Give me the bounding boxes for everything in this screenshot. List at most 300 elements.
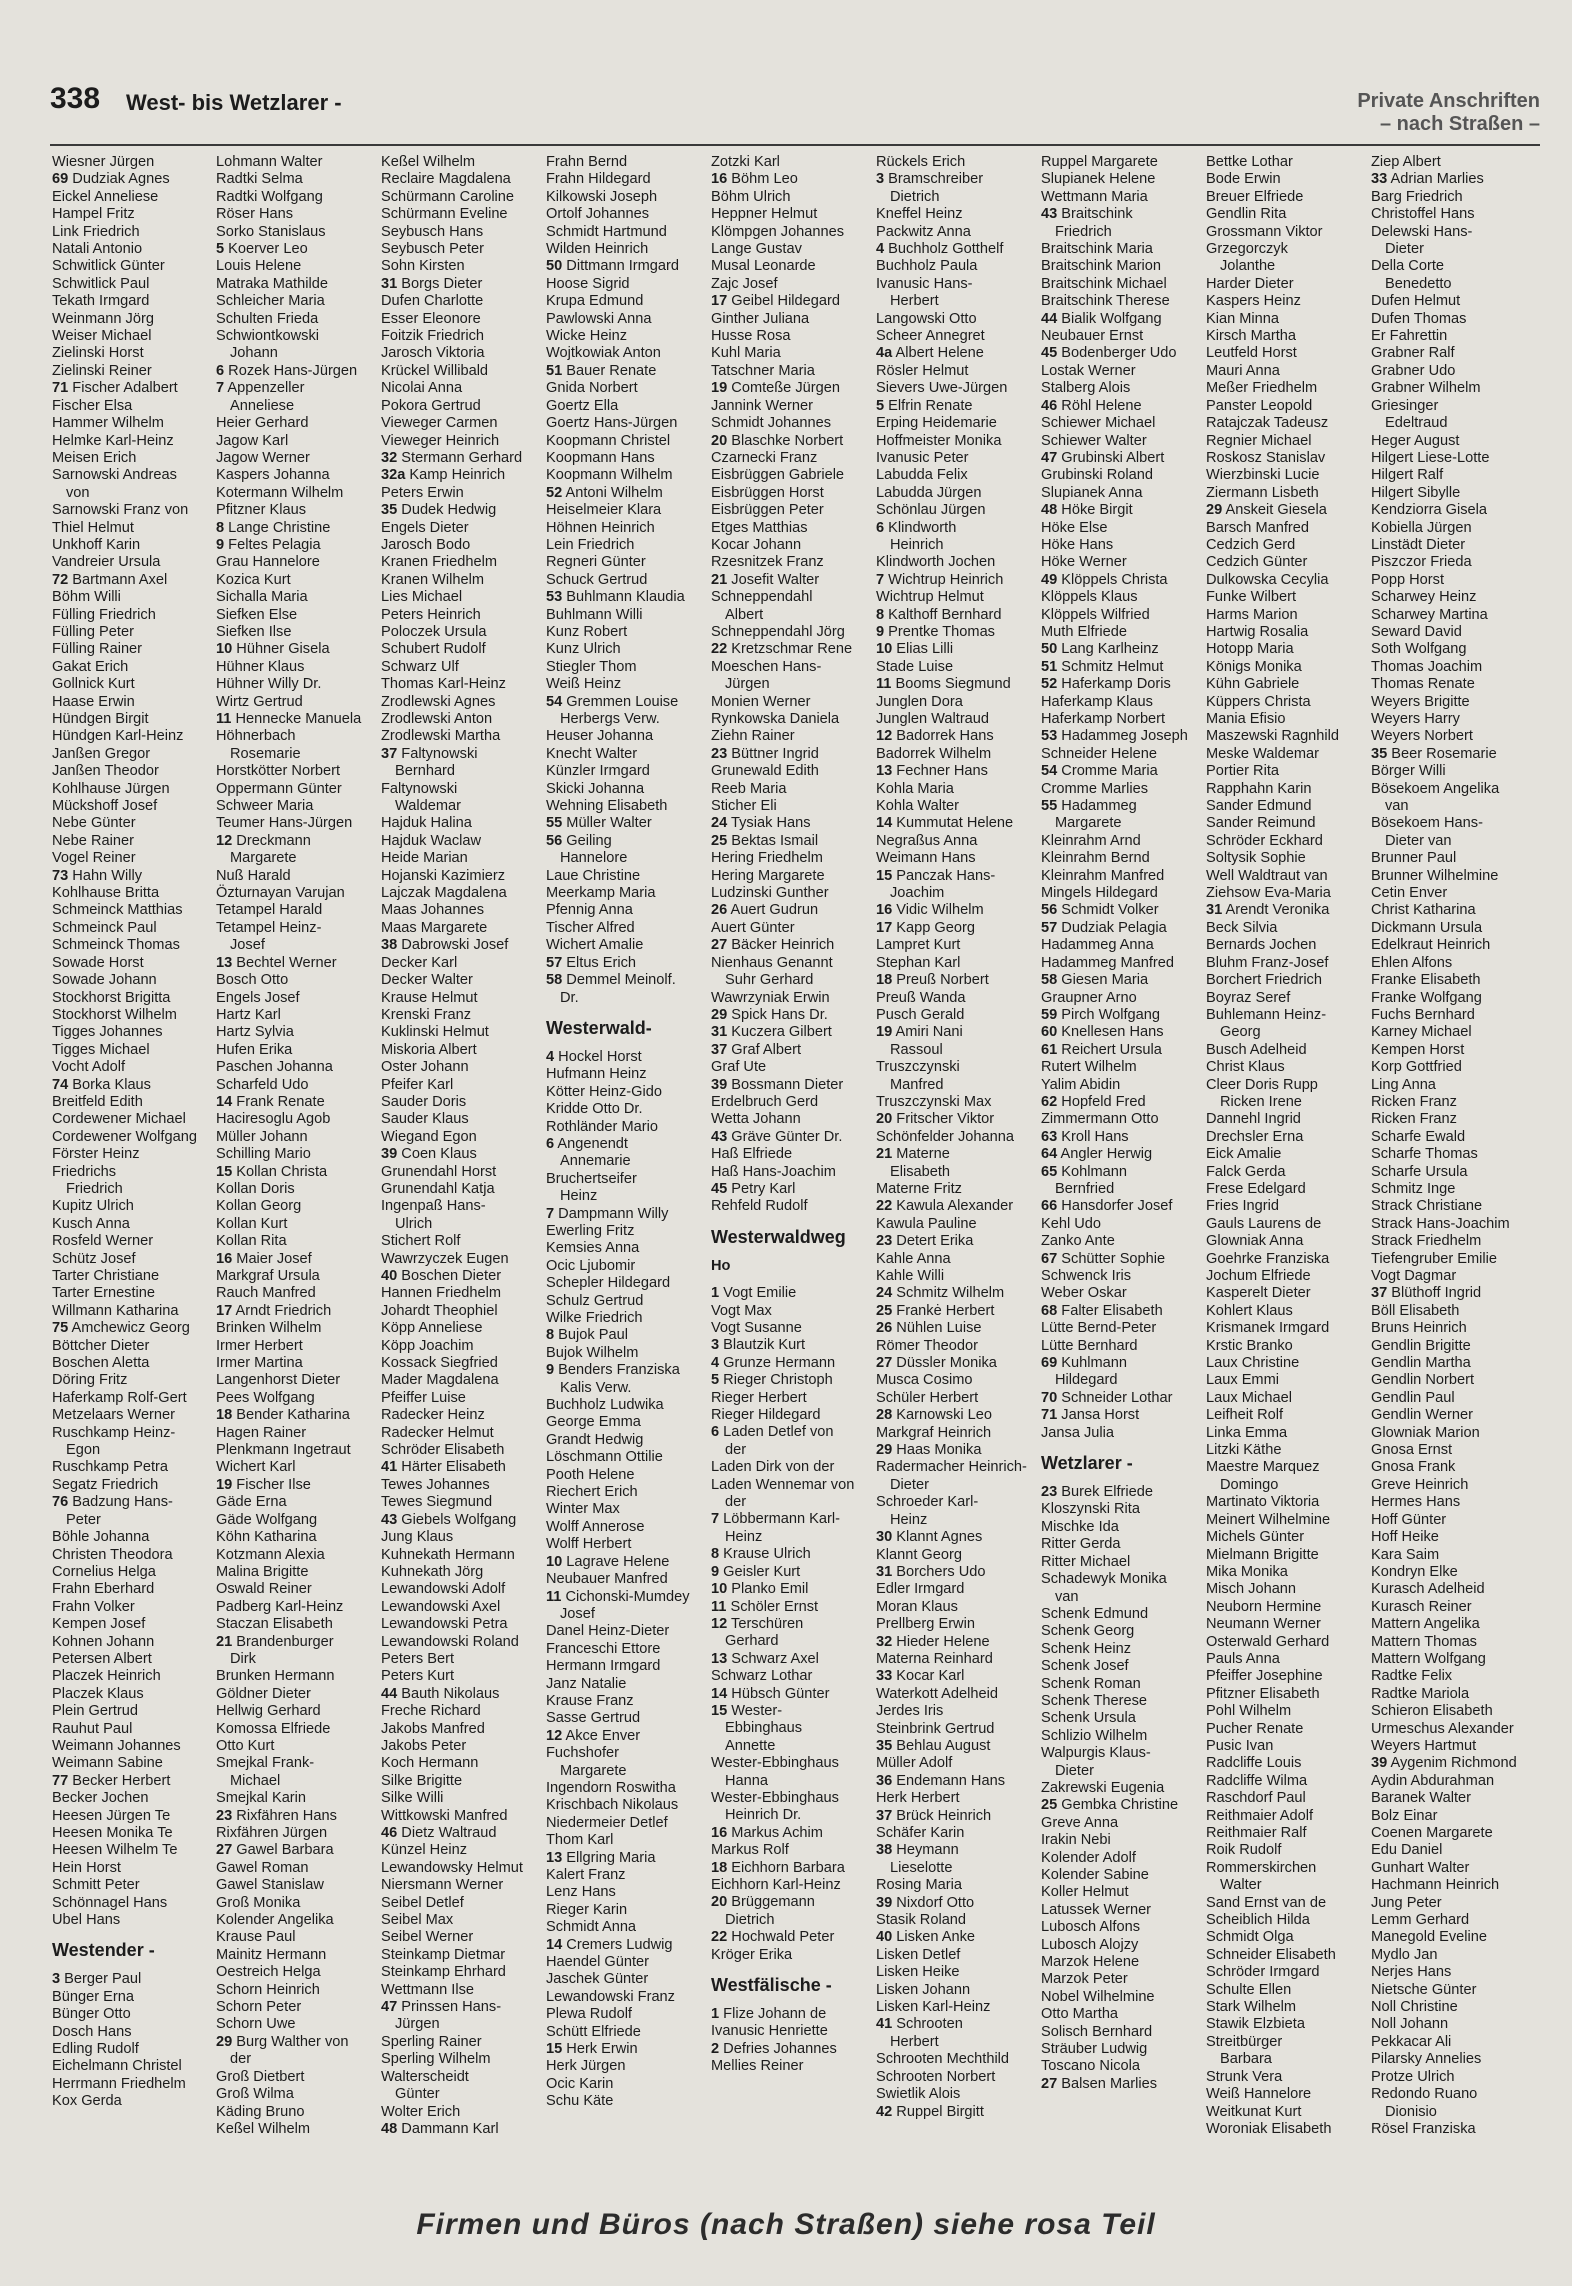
resident-entry: Brunken Hermann: [216, 1668, 335, 1685]
resident-entry: Graf Ute: [711, 1059, 767, 1076]
resident-entry: 27 Bäcker Heinrich: [711, 937, 835, 954]
resident-entry: Schröder Elisabeth: [381, 1442, 505, 1459]
resident-entry: Maszewski Ragnhild: [1206, 728, 1340, 745]
resident-entry: Herrmann Friedhelm: [52, 2075, 186, 2092]
house-number: 3: [711, 1337, 720, 1354]
resident-entry: Jakobs Manfred: [381, 1720, 485, 1737]
resident-entry: Poloczek Ursula: [381, 623, 487, 640]
resident-entry: Sträuber Ludwig: [1041, 2041, 1148, 2058]
house-number: 21: [711, 571, 728, 588]
resident-entry: Grossmann Viktor: [1206, 223, 1323, 240]
resident-entry: Manegold Eveline: [1371, 1929, 1488, 1946]
resident-entry: Tarter Ernestine: [52, 1285, 156, 1302]
house-number: 12: [711, 1615, 728, 1632]
house-number: 4a: [876, 345, 893, 362]
house-number: 42: [876, 2103, 893, 2120]
house-number: 3: [52, 1971, 61, 1988]
house-number: 6: [546, 1135, 555, 1152]
resident-entry: Wilke Friedrich: [546, 1310, 643, 1326]
resident-entry: Frahn Volker: [52, 1598, 135, 1615]
resident-entry: Edu Daniel: [1371, 1842, 1443, 1859]
resident-entry: Kuklinski Helmut: [381, 1024, 489, 1041]
resident-entry: Mania Efisio: [1206, 711, 1286, 727]
house-number: 20: [876, 1111, 893, 1128]
column-2: [216, 154, 386, 2138]
house-number: 7: [546, 1205, 555, 1222]
resident-entry: Kohnen Johann: [52, 1633, 155, 1650]
resident-entry: Husse Rosa: [711, 328, 791, 345]
resident-entry: Rösler Helmut: [876, 362, 969, 379]
resident-entry: Schenk Therese: [1041, 1692, 1148, 1709]
resident-entry: Schmeinck Paul: [52, 919, 157, 936]
resident-entry: Wehning Elisabeth: [546, 798, 668, 815]
resident-entry: Lubosch Alojzy: [1041, 1936, 1139, 1953]
resident-entry: Kohla Maria: [876, 780, 954, 797]
resident-entry: 10 Lagrave Helene: [546, 1553, 670, 1570]
house-number: 55: [546, 815, 563, 832]
resident-entry: Boschen Aletta: [52, 1355, 150, 1372]
resident-entry: Mydlo Jan: [1371, 1946, 1438, 1963]
resident-entry: Schneider Elisabeth: [1206, 1946, 1336, 1963]
resident-entry: 29 Burg Walther von: [216, 2033, 349, 2050]
resident-entry: 17 Kapp Georg: [876, 919, 975, 936]
resident-entry: Grau Hannelore: [216, 554, 320, 571]
resident-entry: Lisken Detlef: [876, 1946, 961, 1963]
resident-entry: Reclaire Magdalena: [381, 171, 511, 188]
resident-entry: van: [1385, 798, 1409, 815]
house-number: 16: [711, 171, 728, 188]
resident-entry: Lisken Karl-Heinz: [876, 1999, 991, 2016]
resident-entry: Linka Emma: [1206, 1424, 1288, 1441]
resident-entry: Gendlin Norbert: [1371, 1372, 1475, 1389]
house-number: 51: [1041, 658, 1058, 675]
resident-entry: Grabner Ralf: [1371, 345, 1455, 362]
resident-entry: Vogt Max: [711, 1302, 772, 1319]
resident-entry: Mingels Hildegard: [1041, 885, 1158, 902]
resident-entry: Wirtz Gertrud: [216, 693, 303, 710]
house-number: 32a: [381, 467, 406, 484]
house-number: 63: [1041, 1128, 1058, 1145]
resident-entry: Josef: [230, 937, 265, 954]
resident-entry: Kunz Ulrich: [546, 641, 621, 658]
resident-entry: Gnida Norbert: [546, 380, 638, 397]
resident-entry: Placzek Klaus: [52, 1685, 144, 1702]
house-number: 15: [546, 2041, 563, 2058]
resident-entry: Krause Franz: [546, 1692, 634, 1709]
resident-entry: Ewerling Fritz: [546, 1222, 635, 1239]
resident-entry: Hadammeg Anna: [1041, 937, 1154, 954]
resident-entry: Vandreier Ursula: [52, 554, 161, 571]
resident-entry: Christ Klaus: [1206, 1059, 1285, 1076]
resident-entry: Klannt Georg: [876, 1546, 962, 1563]
resident-entry: Peter: [66, 1511, 101, 1528]
house-number: 38: [876, 1842, 893, 1859]
resident-entry: Hellwig Gerhard: [216, 1703, 321, 1720]
resident-entry: Bünger Erna: [52, 1988, 134, 2005]
resident-entry: Steinkamp Dietmar: [381, 1946, 506, 1963]
resident-entry: Smejkal Frank-: [216, 1755, 315, 1772]
resident-entry: Malina Brigitte: [216, 1563, 309, 1580]
house-number: 16: [216, 1250, 233, 1267]
resident-entry: Freche Richard: [381, 1703, 481, 1720]
resident-entry: 22 Kawula Alexander: [876, 1198, 1014, 1215]
resident-entry: Griesinger: [1371, 397, 1439, 414]
resident-entry: Wolter Erich: [381, 2103, 461, 2120]
resident-entry: Kempen Josef: [52, 1616, 146, 1633]
resident-entry: Christoffel Hans: [1371, 206, 1475, 223]
house-number: 5: [711, 1372, 720, 1389]
resident-entry: Anneliese: [230, 397, 295, 414]
resident-entry: 17 Arndt Friedrich: [216, 1302, 332, 1319]
house-number: 23: [876, 1233, 893, 1250]
resident-entry: Nicolai Anna: [381, 380, 463, 397]
resident-entry: Kalis Verw.: [560, 1379, 632, 1396]
resident-entry: Soth Wolfgang: [1371, 641, 1467, 658]
house-number: 71: [52, 380, 69, 397]
resident-entry: Markgraf Ursula: [216, 1268, 320, 1284]
house-number: 56: [546, 832, 563, 849]
resident-entry: Graupner Arno: [1041, 989, 1137, 1006]
resident-entry: Heppner Helmut: [711, 206, 818, 223]
resident-entry: Josef: [560, 1605, 595, 1622]
resident-entry: Borchert Friedrich: [1206, 972, 1322, 989]
resident-entry: Schwitlick Günter: [52, 258, 165, 275]
resident-entry: Kahle Anna: [876, 1250, 951, 1267]
resident-entry: Eichhorn Karl-Heinz: [711, 1877, 841, 1893]
house-number: 22: [711, 1929, 728, 1946]
resident-entry: Schneppendahl Jörg: [711, 623, 845, 640]
resident-entry: Gendlin Rita: [1206, 206, 1287, 223]
resident-entry: Pooth Helene: [546, 1466, 635, 1483]
resident-entry: Ricken Irene: [1220, 1093, 1302, 1110]
house-number: 4: [711, 1354, 720, 1371]
resident-entry: Siefken Else: [216, 606, 298, 623]
resident-entry: Tigges Johannes: [52, 1024, 163, 1041]
resident-entry: Falck Gerda: [1206, 1163, 1286, 1180]
resident-entry: Radtki Selma: [216, 171, 303, 188]
resident-entry: Korp Gottfried: [1371, 1059, 1462, 1076]
resident-entry: Sorko Stanislaus: [216, 223, 326, 240]
resident-entry: 12 Akce Enver: [546, 1727, 641, 1744]
resident-entry: Heinrich Dr.: [725, 1807, 802, 1824]
resident-entry: Esser Eleonore: [381, 310, 481, 327]
resident-entry: Matraka Mathilde: [216, 275, 328, 292]
resident-entry: 63 Kroll Hans: [1041, 1128, 1129, 1145]
resident-entry: Ziehsow Eva-Maria: [1206, 885, 1331, 902]
resident-entry: 4 Buchholz Gotthelf: [876, 241, 1004, 258]
house-number: 46: [381, 1825, 398, 1841]
house-number: 22: [876, 1198, 893, 1215]
resident-entry: Kleinrahm Manfred: [1041, 867, 1165, 884]
resident-entry: Breuer Elfriede: [1206, 188, 1304, 205]
resident-entry: 12 Dreckmann: [216, 832, 311, 849]
house-number: 47: [1041, 449, 1058, 466]
resident-entry: Mattern Wolfgang: [1371, 1650, 1486, 1667]
resident-entry: Heuser Johanna: [546, 728, 654, 745]
resident-entry: Paschen Johanna: [216, 1059, 333, 1076]
house-number: 11: [546, 1588, 562, 1605]
house-number: 37: [876, 1807, 893, 1824]
resident-entry: 10 Planko Emil: [711, 1581, 809, 1598]
resident-entry: Kridde Otto Dr.: [546, 1101, 643, 1118]
resident-entry: Kollan Georg: [216, 1198, 302, 1215]
house-number: 35: [876, 1737, 893, 1754]
resident-entry: Yalim Abidin: [1041, 1076, 1121, 1093]
resident-entry: Lisken Heike: [876, 1964, 960, 1981]
house-number: 40: [876, 1929, 893, 1946]
resident-entry: Jürgen: [395, 2016, 440, 2033]
house-number: 37: [1371, 1285, 1388, 1302]
resident-entry: Lenz Hans: [546, 1884, 616, 1901]
resident-entry: 64 Angler Herwig: [1041, 1146, 1153, 1163]
resident-entry: Ricken Franz: [1371, 1111, 1457, 1128]
house-number: 55: [1041, 798, 1058, 815]
resident-entry: Pokora Gertrud: [381, 397, 481, 414]
resident-entry: Schieron Elisabeth: [1371, 1703, 1493, 1720]
resident-entry: Haß Elfriede: [711, 1146, 793, 1163]
resident-entry: Böhm Ulrich: [711, 188, 791, 205]
resident-entry: Muth Elfriede: [1041, 623, 1127, 640]
house-number: 4: [876, 241, 885, 258]
resident-entry: 8 Krause Ulrich: [711, 1546, 811, 1563]
resident-entry: Schröder Eckhard: [1206, 832, 1323, 849]
house-number: 57: [1041, 919, 1058, 936]
resident-entry: Schuck Gertrud: [546, 571, 648, 588]
resident-entry: Marzok Peter: [1041, 1971, 1128, 1988]
resident-entry: Radcliffe Louis: [1206, 1755, 1302, 1772]
resident-entry: Böll Elisabeth: [1371, 1302, 1460, 1319]
house-number: 68: [1041, 1302, 1058, 1319]
house-number: 58: [546, 972, 563, 989]
house-number: 11: [876, 676, 892, 693]
resident-entry: Pekkacar Ali: [1371, 2033, 1452, 2050]
resident-entry: 37 Faltynowski: [381, 745, 478, 762]
street-heading: Westerwald-: [546, 1017, 652, 1038]
resident-entry: Radtke Felix: [1371, 1668, 1453, 1685]
resident-entry: 26 Nühlen Luise: [876, 1320, 982, 1337]
house-number: 69: [1041, 1355, 1058, 1372]
resident-entry: Seward David: [1371, 623, 1462, 640]
resident-entry: Toscano Nicola: [1041, 2058, 1140, 2075]
resident-entry: Ling Anna: [1371, 1076, 1436, 1093]
resident-entry: Zielinski Reiner: [52, 362, 152, 379]
house-number: 65: [1041, 1163, 1058, 1180]
resident-entry: 73 Hahn Willy: [52, 867, 143, 884]
resident-entry: Breitfeld Edith: [52, 1093, 143, 1110]
house-number: 8: [546, 1327, 555, 1344]
resident-entry: Schmidt Anna: [546, 1919, 637, 1936]
resident-entry: Lubosch Alfons: [1041, 1919, 1140, 1936]
resident-entry: Greve Anna: [1041, 1814, 1119, 1831]
resident-entry: Sichalla Maria: [216, 589, 308, 606]
house-number: 7: [711, 1511, 720, 1528]
resident-entry: Heesen Wilhelm Te: [52, 1842, 178, 1859]
resident-entry: Friedrich: [1055, 223, 1112, 240]
resident-entry: Lemm Gerhard: [1371, 1912, 1470, 1929]
resident-entry: Lampret Kurt: [876, 937, 961, 954]
resident-entry: Schenk Georg: [1041, 1623, 1135, 1640]
resident-entry: 71 Fischer Adalbert: [52, 380, 178, 397]
resident-entry: Funke Wilbert: [1206, 589, 1297, 606]
resident-entry: 19 Fischer Ilse: [216, 1476, 311, 1493]
resident-entry: Hühner Klaus: [216, 658, 305, 675]
house-number: 1: [711, 2006, 720, 2023]
resident-entry: Schönlau Jürgen: [876, 502, 986, 519]
resident-entry: 12 Terschüren: [711, 1615, 804, 1632]
house-number: 27: [876, 1355, 893, 1372]
resident-entry: 30 Klannt Agnes: [876, 1529, 983, 1546]
resident-entry: Peters Erwin: [381, 484, 464, 501]
resident-entry: 32 Hieder Helene: [876, 1633, 990, 1650]
resident-entry: Friedrich: [66, 1180, 123, 1197]
resident-entry: Bode Erwin: [1206, 171, 1281, 188]
resident-entry: Truszczynski: [876, 1059, 960, 1076]
resident-entry: Vogel Reiner: [52, 850, 136, 867]
resident-entry: 38 Dabrowski Josef: [381, 937, 509, 954]
page-title: West- bis Wetzlarer -: [126, 90, 342, 115]
resident-entry: Noll Christine: [1371, 1999, 1458, 2016]
resident-entry: 46 Dietz Waltraud: [381, 1825, 497, 1841]
resident-entry: Bruns Heinrich: [1371, 1320, 1467, 1337]
resident-entry: Käding Bruno: [216, 2103, 305, 2120]
resident-entry: Smejkal Karin: [216, 1790, 307, 1807]
resident-entry: Schürmann Caroline: [381, 188, 515, 205]
resident-entry: Weitkunat Kurt: [1206, 2103, 1302, 2120]
resident-entry: Bettke Lothar: [1206, 154, 1293, 170]
resident-entry: Heesen Monika Te: [52, 1825, 173, 1841]
resident-entry: 32 Stermann Gerhard: [381, 449, 523, 466]
house-number: 39: [876, 1894, 893, 1911]
resident-entry: Rieger Herbert: [711, 1389, 807, 1406]
resident-entry: Staczan Elisabeth: [216, 1616, 333, 1633]
resident-entry: Sievers Uwe-Jürgen: [876, 380, 1008, 397]
resident-entry: 18 Eichhorn Barbara: [711, 1859, 845, 1876]
resident-entry: Kohlert Klaus: [1206, 1302, 1293, 1319]
resident-entry: Dufen Charlotte: [381, 293, 484, 310]
resident-entry: Edeltraud: [1385, 415, 1448, 432]
resident-entry: Niedermeier Detlef: [546, 1814, 668, 1831]
resident-entry: Danel Heinz-Dieter: [546, 1623, 670, 1640]
resident-entry: Michels Günter: [1206, 1529, 1305, 1546]
house-number: 48: [1041, 502, 1058, 519]
resident-entry: Schenk Edmund: [1041, 1605, 1149, 1622]
resident-entry: Frahn Bernd: [546, 154, 628, 170]
resident-entry: Jakobs Peter: [381, 1737, 467, 1754]
resident-entry: 7 Löbbermann Karl-: [711, 1511, 840, 1528]
resident-entry: Margarete: [560, 1762, 627, 1779]
resident-entry: Vieweger Heinrich: [381, 432, 500, 449]
resident-entry: Sowade Johann: [52, 972, 157, 989]
resident-entry: 45 Bodenberger Udo: [1041, 345, 1177, 362]
house-number: 6: [711, 1424, 720, 1441]
resident-entry: 56 Schmidt Volker: [1041, 902, 1159, 919]
resident-entry: Wettmann Maria: [1041, 188, 1148, 205]
resident-entry: Schönnagel Hans: [52, 1894, 168, 1911]
resident-entry: Sasse Gertrud: [546, 1710, 641, 1727]
resident-entry: Börger Willi: [1371, 763, 1446, 780]
resident-entry: Reeb Maria: [711, 780, 787, 797]
resident-entry: Vocht Adolf: [52, 1059, 126, 1076]
resident-entry: Weiß Hannelore: [1206, 2086, 1312, 2103]
resident-entry: Noll Johann: [1371, 2016, 1449, 2033]
resident-entry: Schorn Uwe: [216, 2016, 296, 2033]
resident-entry: 52 Antoni Wilhelm: [546, 484, 663, 501]
resident-entry: Krischbach Nikolaus: [546, 1797, 679, 1814]
resident-entry: 72 Bartmann Axel: [52, 571, 168, 588]
resident-entry: Bernfried: [1055, 1180, 1115, 1197]
house-number: 14: [216, 1093, 233, 1110]
resident-entry: Bernards Jochen: [1206, 937, 1317, 954]
house-number: 57: [546, 954, 563, 971]
resident-entry: Schmeinck Matthias: [52, 902, 183, 919]
resident-entry: 9 Geisler Kurt: [711, 1563, 801, 1580]
resident-entry: Schütt Elfriede: [546, 2023, 641, 2040]
house-number: 7: [876, 571, 885, 588]
house-number: 22: [711, 641, 728, 658]
resident-entry: Hartwig Rosalia: [1206, 623, 1309, 640]
resident-entry: Gawel Roman: [216, 1859, 309, 1876]
resident-entry: Ruppel Margarete: [1041, 154, 1158, 170]
resident-entry: Hammer Wilhelm: [52, 415, 164, 432]
resident-entry: Steinbrink Gertrud: [876, 1720, 995, 1737]
resident-entry: 44 Bauth Nikolaus: [381, 1685, 500, 1702]
resident-entry: Strack Hans-Joachim: [1371, 1215, 1510, 1232]
resident-entry: Pfeifer Karl: [381, 1076, 454, 1093]
resident-entry: Haferkamp Rolf-Gert: [52, 1389, 187, 1406]
resident-entry: Panster Leopold: [1206, 397, 1313, 414]
resident-entry: Scharfe Thomas: [1371, 1146, 1478, 1163]
resident-entry: 18 Bender Katharina: [216, 1407, 350, 1424]
house-number: 20: [711, 1894, 728, 1911]
resident-entry: 14 Hübsch Günter: [711, 1685, 830, 1702]
resident-entry: Frahn Hildegard: [546, 171, 651, 188]
resident-entry: Schmitz Inge: [1371, 1180, 1456, 1197]
resident-entry: 15 Kollan Christa: [216, 1163, 328, 1180]
resident-entry: Greve Heinrich: [1371, 1476, 1469, 1493]
resident-entry: Laux Michael: [1206, 1389, 1292, 1406]
house-number: 9: [546, 1362, 555, 1379]
house-number: 71: [1041, 1407, 1058, 1424]
resident-entry: Vogt Susanne: [711, 1320, 802, 1336]
resident-entry: Förster Heinz: [52, 1146, 140, 1163]
column-6: [876, 154, 1046, 2121]
resident-entry: Krenski Franz: [381, 1006, 472, 1023]
resident-entry: Tetampel Heinz-: [216, 919, 322, 936]
resident-entry: Boyraz Seref: [1206, 989, 1291, 1006]
column-8: [1206, 154, 1376, 2138]
resident-entry: Stade Luise: [876, 658, 954, 675]
resident-entry: Wawrzyniak Erwin: [711, 989, 830, 1006]
house-number: 62: [1041, 1093, 1058, 1110]
house-number: 54: [546, 693, 563, 710]
resident-entry: Lajczak Magdalena: [381, 885, 507, 902]
resident-entry: Klöppels Wilfried: [1041, 606, 1150, 623]
resident-entry: Roik Rudolf: [1206, 1842, 1282, 1859]
resident-entry: 8 Kalthoff Bernhard: [876, 606, 1002, 623]
resident-entry: Günter: [395, 2086, 440, 2103]
resident-entry: Petersen Albert: [52, 1650, 152, 1667]
resident-entry: Metzelaars Werner: [52, 1407, 176, 1424]
resident-entry: Kurasch Adelheid: [1371, 1581, 1485, 1598]
house-number: 61: [1041, 1041, 1058, 1058]
resident-entry: Schiewer Michael: [1041, 415, 1156, 432]
resident-entry: 21 Brandenburger: [216, 1633, 334, 1650]
house-number: 41: [381, 1459, 398, 1476]
resident-entry: Ricken Franz: [1371, 1093, 1457, 1110]
resident-entry: Wiesner Jürgen: [52, 154, 155, 170]
resident-entry: 25 Gembka Christine: [1041, 1797, 1179, 1814]
street-subheading: Ho: [711, 1257, 731, 1274]
